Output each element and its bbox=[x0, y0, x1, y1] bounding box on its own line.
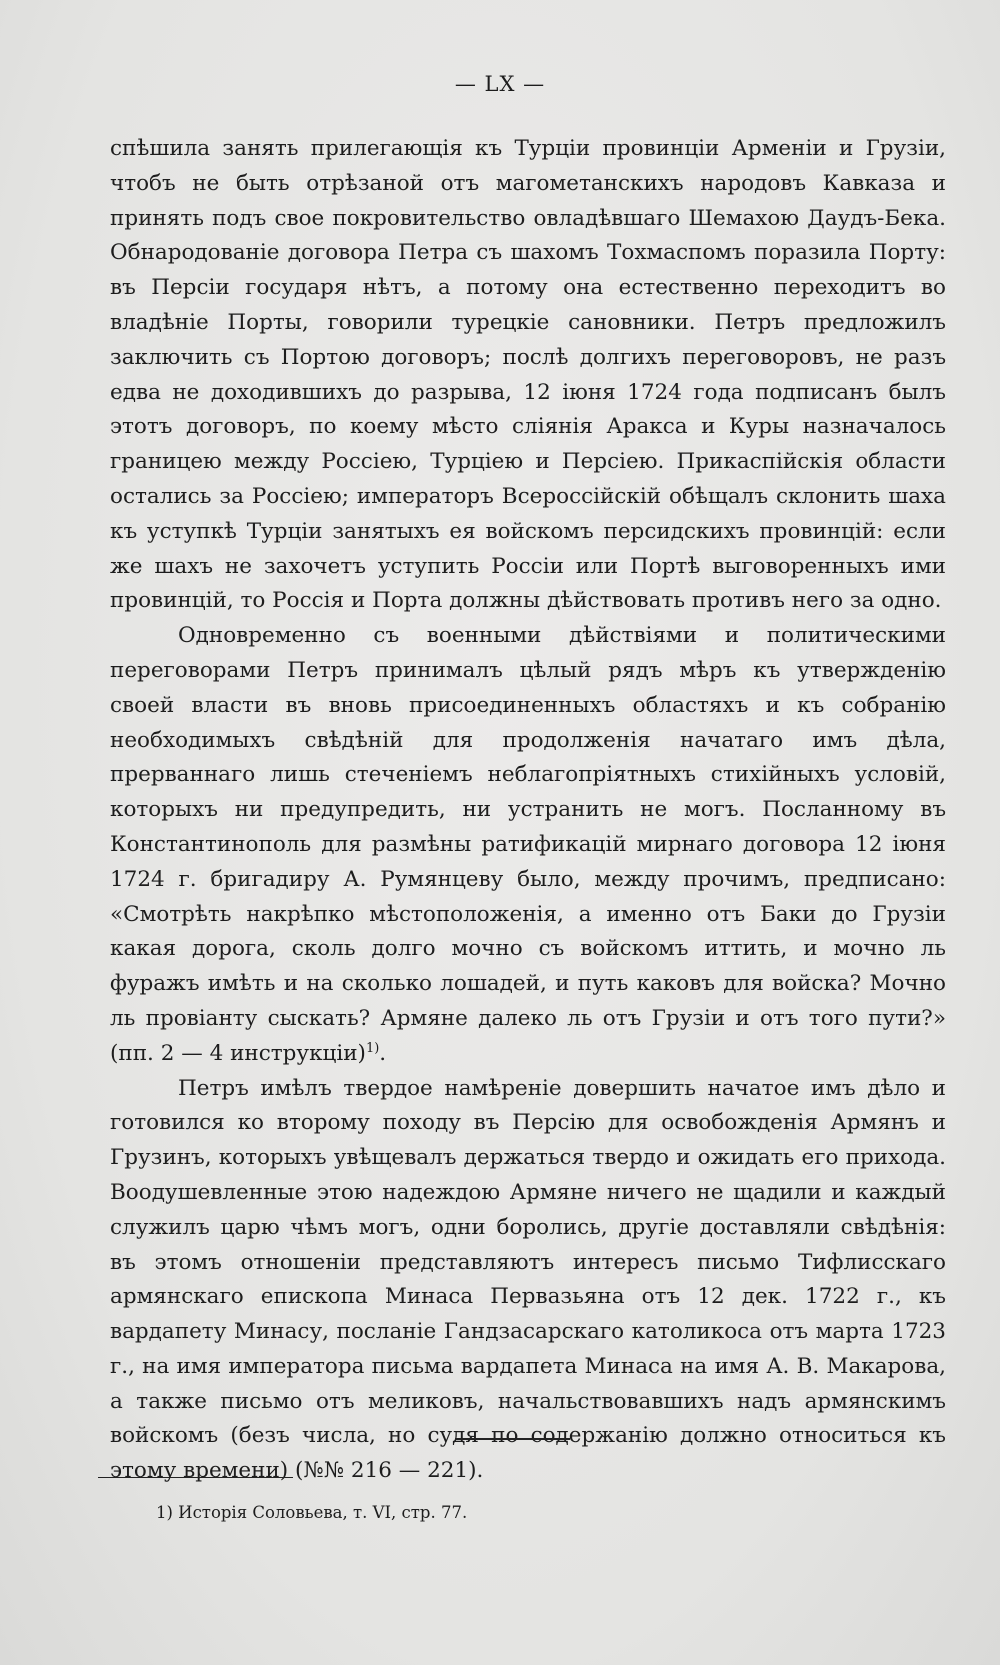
body-text bbox=[110, 132, 946, 1489]
page-number-header: — LX — bbox=[454, 72, 546, 96]
paragraph-2-text: Одновременно съ военными дѣйствіями и политическими переговорами Петръ принималъ цѣлый рядъ мѣръ къ утвержденію своей власти въ вновь присоединенныхъ областяхъ и къ собранію необходимыхъ свѣдѣній для продолженія начатаго имъ дѣла, прерваннаго лишь стеченіемъ неблагопріятныхъ стихійныхъ условій, которыхъ ни предупредить, ни устранить не могъ. Посланному въ Константинополь для размѣны ратификацій мирнаго договора 12 іюня 1724 г. бригадиру А. Румянцеву было, между прочимъ, предписано: «Смотрѣть накрѣпко мѣстоположенія, а именно отъ Баки до Грузіи какая дорога, сколь долго мочно съ войскомъ иттить, и мочно ль фуражъ имѣть и на сколько лошадей, и путь каковъ для войска? Мочно ль провіанту сыскать? Армяне далеко ль отъ Грузіи и отъ того пути?» (пп. 2 — 4 инструкціи) bbox=[110, 623, 946, 1066]
footnote-separator-rule bbox=[98, 1477, 293, 1478]
footnote-reference: 1) bbox=[365, 1040, 380, 1056]
paragraph-3: Петръ имѣлъ твердое намѣреніе довершить начатое имъ дѣло и готовился ко второму походу въ Персію для освобожденія Армянъ и Грузинъ, которыхъ увѣщевалъ держаться твердо и ожидать его прихода. Воодушевленные этою надеждою Армяне ничего не щадили и каждый служилъ царю чѣмъ могъ, одни боролись, другіе доставляли свѣдѣнія: въ этомъ отношеніи представляютъ интересъ письмо Тифлисскаго армянскаго епископа Минаса Первазьяна отъ 12 дек. 1722 г., къ вардапету Минасу, посланіе Гандзасарскаго католикоса отъ марта 1723 г., на имя императора письма вардапета Минаса на имя А. В. Макарова, а также письмо отъ меликовъ, начальствовавшихъ надъ армянскимъ войскомъ (безъ числа, но судя по содержанію должно относиться къ этому времени) (№№ 216 — 221). bbox=[110, 1075, 946, 1484]
footnote: 1) Исторія Соловьева, т. VI, стр. 77. bbox=[156, 1503, 468, 1522]
section-end-rule bbox=[455, 1438, 570, 1440]
paragraph-1: спѣшила занять прилегающія къ Турціи провинціи Арменіи и Грузіи, чтобъ не быть отрѣзаной отъ магометанскихъ народовъ Кавказа и принять подъ свое покровительство овладѣвшаго Шемахою Даудъ-Бека. Обнародованіе договора Петра съ шахомъ Тохмаспомъ поразила Порту: въ Персіи государя нѣтъ, а потому она естественно переходитъ во владѣніе Порты, говорили турецкіе сановники. Петръ предложилъ заключить съ Портою договоръ; послѣ долгихъ переговоровъ, не разъ едва не доходившихъ до разрыва, 12 іюня 1724 года подписанъ былъ этотъ договоръ, по коему мѣсто сліянія Аракса и Куры назначалось границею между Россіею, Турціею и Персіею. Прикаспійскія области остались за Россіею; императоръ Всероссійскій обѣщалъ склонить шаха къ уступкѣ Турціи занятыхъ ея войскомъ персидскихъ провинцій: если же шахъ не захочетъ уступить Россіи или Портѣ выговоренныхъ ими провинцій, то Россія и Порта должны дѣйствовать противъ него за одно. bbox=[110, 136, 946, 614]
paragraph-2: Одновременно съ военными дѣйствіями и политическими переговорами Петръ принималъ цѣлый рядъ мѣръ къ утвержденію своей власти въ вновь присоединенныхъ областяхъ и къ собранію необходимыхъ свѣдѣній для продолженія начатаго имъ дѣла, прерваннаго лишь стеченіемъ неблагопріятныхъ стихійныхъ условій, которыхъ ни предупредить, ни устранить не могъ. Посланному въ Константинополь для размѣны ратификацій мирнаго договора 12 іюня 1724 г. бригадиру А. Румянцеву было, между прочимъ, предписано: «Смотрѣть накрѣпко мѣстоположенія, а именно отъ Баки до Грузіи какая дорога, сколь долго мочно съ войскомъ иттить, и мочно ль фуражъ имѣть и на сколько лошадей, и путь каковъ для войска? Мочно ль провіанту сыскать? Армяне далеко ль отъ Грузіи и отъ того пути?» (пп. 2 — 4 инструкціи)$^{1)}$. bbox=[110, 623, 946, 1066]
